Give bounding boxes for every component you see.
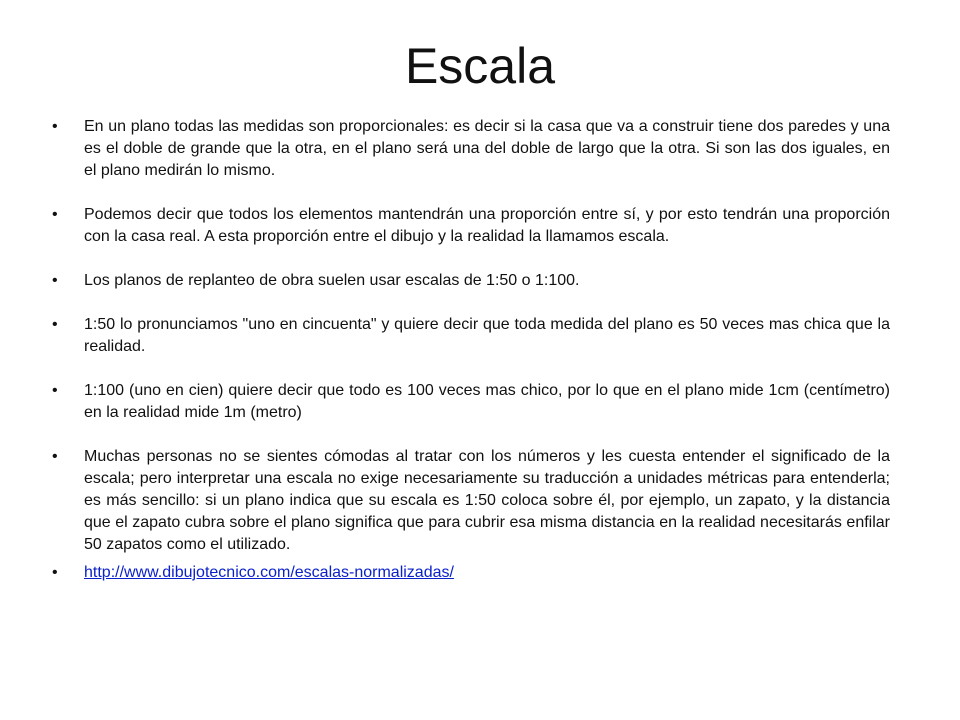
bullet-item-5 (48, 380, 890, 424)
bullet-text: En un plano todas las medidas son proporcionales: es decir si la casa que va a construir tiene dos paredes y una es el doble de grande que la otra, en el plano será una del doble de largo que la otra. Si son las dos iguales, en el plano medirán lo mismo. (84, 118, 890, 179)
reference-link[interactable]: http://www.dibujotecnico.com/escalas-normalizadas/ (84, 564, 454, 581)
bullet-item-4 (48, 314, 890, 358)
bullet-item-3 (48, 270, 890, 292)
bullet-text: Los planos de replanteo de obra suelen usar escalas de 1:50 o 1:100. (84, 272, 580, 289)
bullet-marker: • (52, 564, 58, 581)
bullet-text: Podemos decir que todos los elementos mantendrán una proporción entre sí, y por esto tendrán una proporción con la casa real. A esta proporción entre el dibujo y la realidad la llamamos escala. (84, 206, 890, 245)
bullet-marker: • (52, 448, 58, 465)
bullet-text: Muchas personas no se sientes cómodas al tratar con los números y les cuesta entender el significado de la escala; pero interpretar una escala no exige necesariamente su traducción a unidades métricas para entenderla; es más sencillo: si un plano indica que su escala es 1:50 coloca sobre él, por ejemplo, un zapato, y la distancia que el zapato cubra sobre el plano significa que para cubrir esa misma distancia en la realidad necesitarás enfilar 50 zapatos como el utilizado. (84, 448, 890, 553)
bullet-text: 1:50 lo pronunciamos "uno en cincuenta" y quiere decir que toda medida del plano es 50 veces mas chica que la realidad. (84, 316, 890, 355)
bullet-item-1 (48, 116, 890, 182)
bullet-list (48, 116, 890, 606)
bullet-marker: • (52, 316, 58, 333)
bullet-marker: • (52, 118, 58, 135)
bullet-item-6 (48, 446, 890, 556)
bullet-item-link (48, 562, 890, 584)
bullet-marker: • (52, 382, 58, 399)
bullet-marker: • (52, 272, 58, 289)
bullet-text: 1:100 (uno en cien) quiere decir que todo es 100 veces mas chico, por lo que en el plano mide 1cm (centímetro) en la realidad mide 1m (metro) (84, 382, 890, 421)
slide-title: Escala (404, 38, 556, 94)
bullet-marker: • (52, 206, 58, 223)
bullet-item-2 (48, 204, 890, 248)
